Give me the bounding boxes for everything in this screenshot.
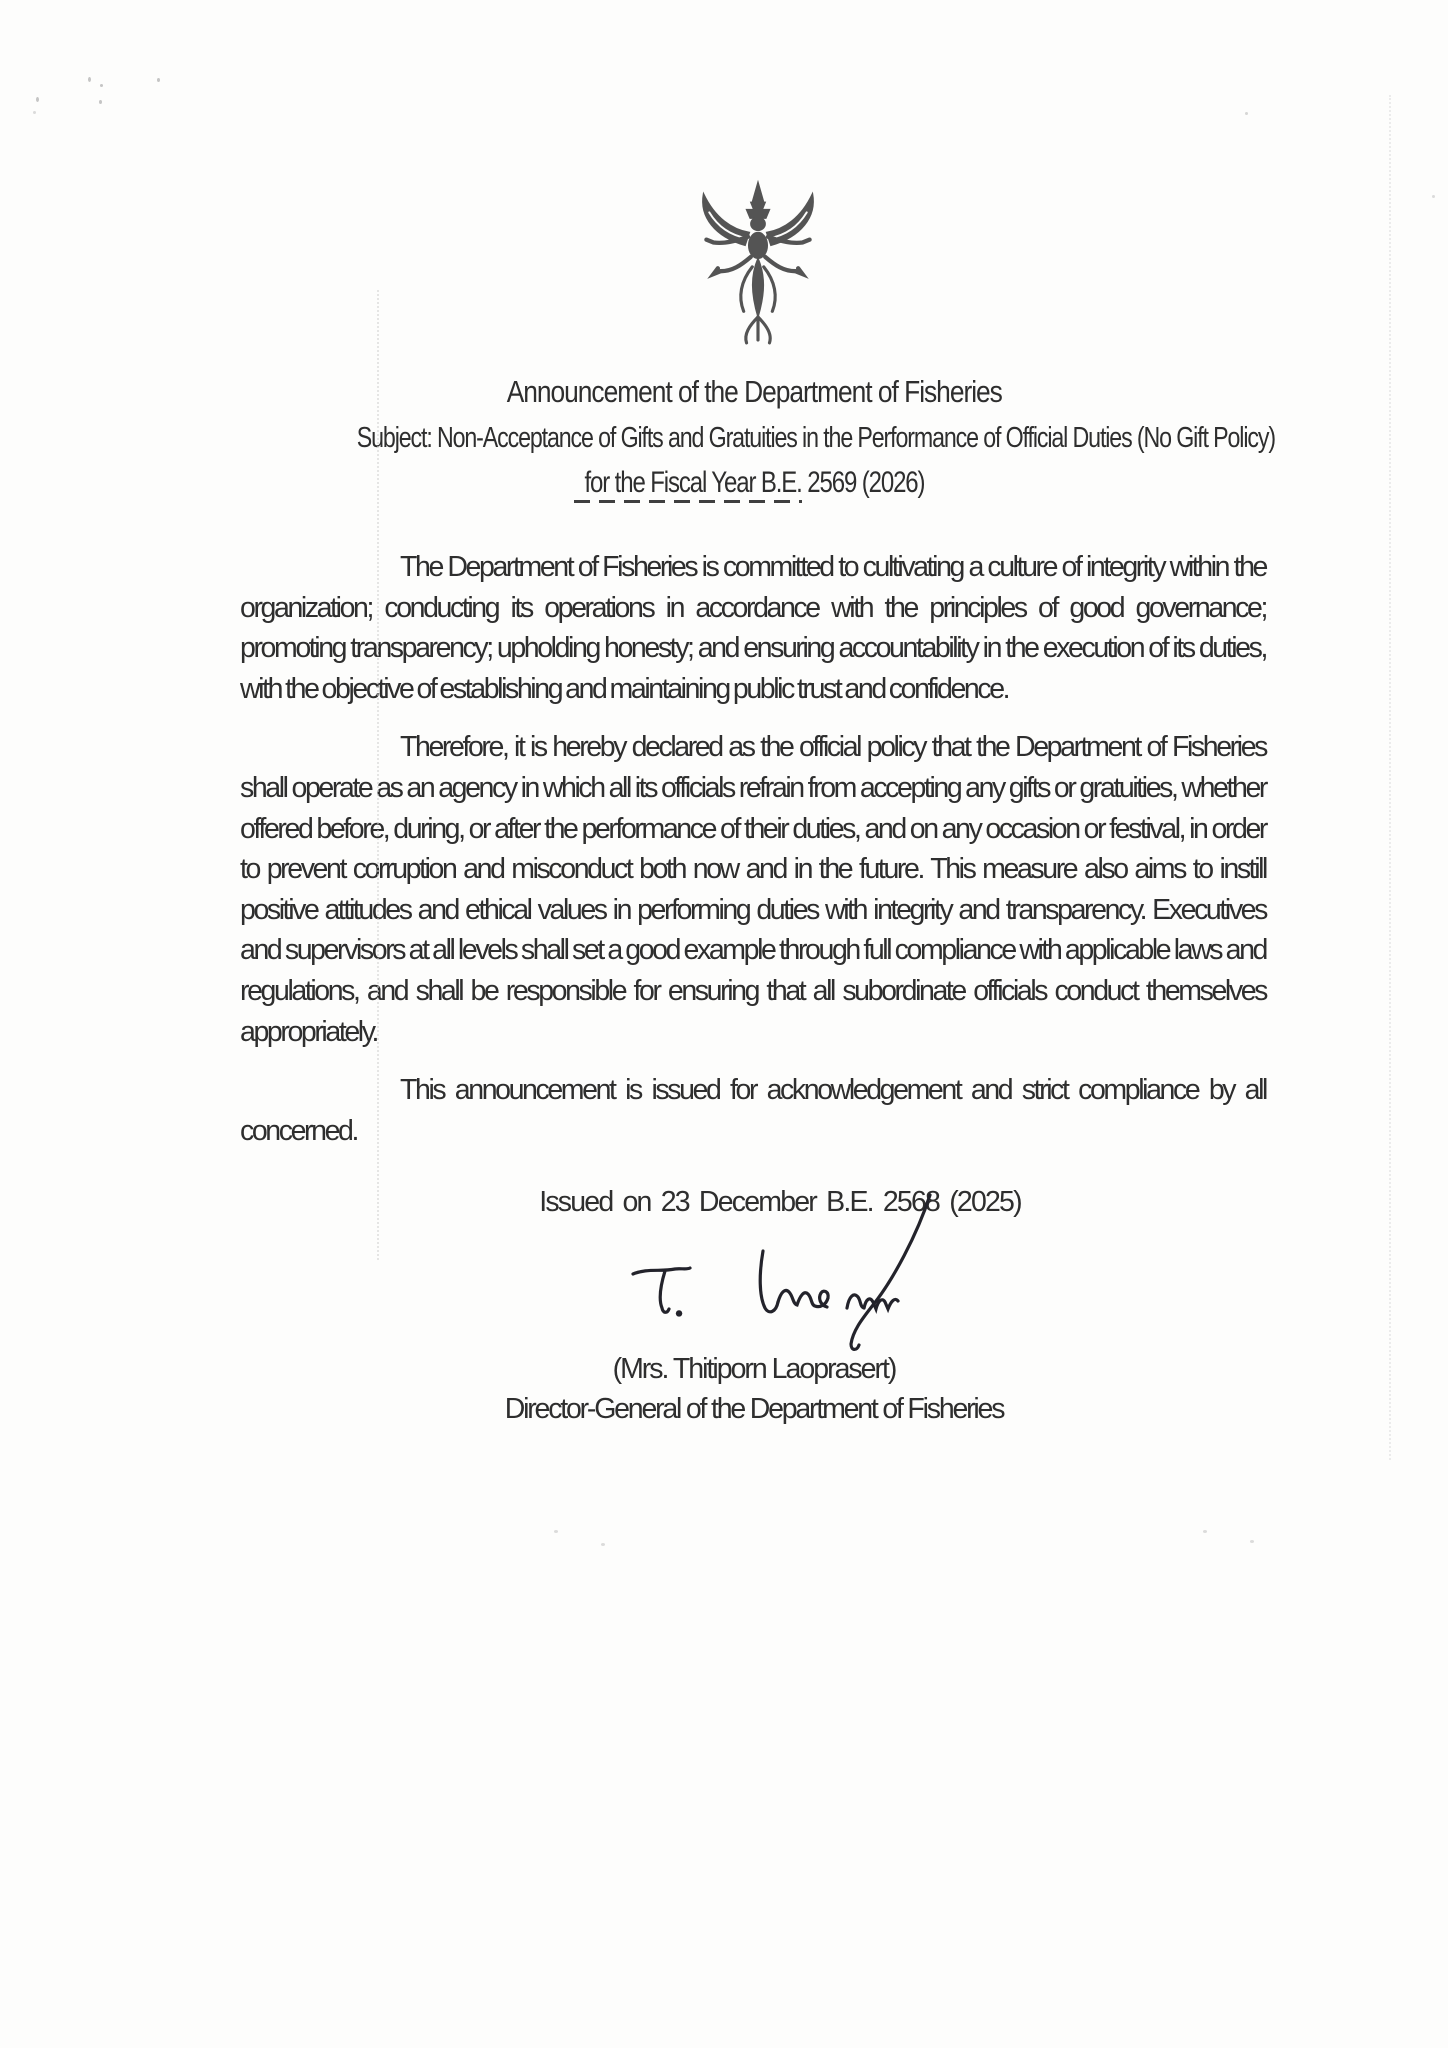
signatory-name: (Mrs. Thitiporn Laoprasert) bbox=[612, 1353, 896, 1385]
body-paragraph: Therefore, it is hereby declared as the official policy that the Department of Fisheries shall operate as an agency in which all its officials refrain from accepting any gifts or gratuities, whether offered before, during, or after the performance of their duties, and on any occasion or festival, in order to prevent corruption and misconduct both now and in the future. This measure also aims to instill positive attitudes and ethical values in performing duties with integrity and transparency. Executives and supervisors at all levels shall set a good example through full compliance with applicable laws and regulations, and shall be responsible for ensuring that all subordinate officials conduct themselves appropriately. bbox=[240, 731, 1266, 1048]
scan-speck bbox=[1250, 1540, 1254, 1543]
subject-line-text: Subject: Non-Acceptance of Gifts and Gratuities in the Performance of Official Duties (No Gift Policy) bbox=[356, 422, 1275, 454]
scan-fold-line-left bbox=[377, 290, 379, 1260]
page-title-text: Announcement of the Department of Fisheries bbox=[506, 374, 1002, 409]
scan-speck bbox=[88, 77, 91, 82]
scan-speck bbox=[99, 100, 102, 104]
scan-speck bbox=[1432, 195, 1435, 198]
scan-speck bbox=[1203, 1530, 1207, 1533]
scan-speck bbox=[554, 1530, 558, 1533]
document-header bbox=[242, 372, 1275, 508]
scan-fold-line-right bbox=[1389, 95, 1391, 1460]
page-title bbox=[242, 372, 1266, 418]
scan-speck bbox=[601, 1543, 605, 1546]
subject-line bbox=[242, 418, 1275, 463]
scan-speck bbox=[157, 78, 160, 82]
body-paragraph: This announcement is issued for acknowledgement and strict compliance by all concerned. bbox=[240, 1074, 1266, 1147]
scan-speck bbox=[100, 84, 103, 87]
scan-speck bbox=[36, 97, 39, 102]
scan-speck bbox=[33, 111, 36, 114]
signatory-title: Director-General of the Department of Fisheries bbox=[504, 1393, 1004, 1425]
document-body bbox=[240, 547, 1266, 1169]
dashed-divider bbox=[574, 500, 802, 503]
signature-handwriting bbox=[595, 1150, 1015, 1365]
scan-speck bbox=[1245, 112, 1248, 115]
issued-date-line: Issued on 23 December B.E. 2568 (2025) bbox=[539, 1186, 1021, 1218]
body-paragraph: The Department of Fisheries is committed to cultivating a culture of integrity within the organization; conducting its operations in accordance with the principles of good governance; promoting transparency; upholding honesty; and ensuring accountability in the execution of its duties, with the objective of establishing and maintaining public trust and confidence. bbox=[240, 551, 1266, 705]
fiscal-year-text: for the Fiscal Year B.E. 2569 (2026) bbox=[584, 466, 924, 499]
garuda-emblem-icon bbox=[672, 176, 844, 352]
